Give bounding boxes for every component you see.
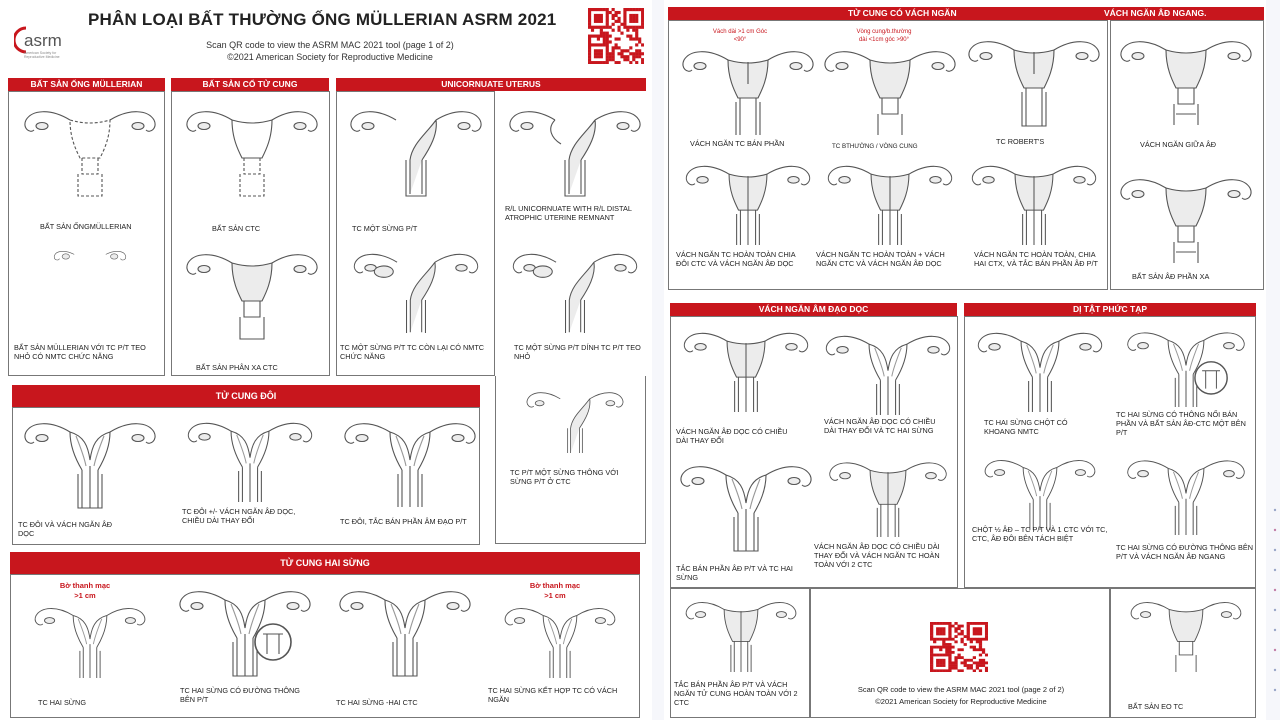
caption-long-2: VÁCH NGĂN ÂĐ DỌC CÓ CHIỀU DÀI THAY ĐỔI VÀ TC HAI SỪNG <box>824 417 936 435</box>
asrm-logo <box>14 20 74 60</box>
caption-didelphys-1: TC ĐÔI VÀ VÁCH NGĂN ÂĐ DỌC <box>18 520 113 538</box>
caption-didelphys-2: TC ĐÔI +/- VÁCH NGĂN ÂĐ DỌC, CHIỀU DÀI THAY ĐỔI <box>182 507 296 525</box>
septum-length-note-b: <90° <box>733 37 747 43</box>
footer-line-1: Scan QR code to view the ASRM MAC 2021 tool (page 2 of 2) <box>857 685 1065 694</box>
diagram-complex-2 <box>1116 322 1256 407</box>
diagram-septate-complete-1 <box>678 155 818 245</box>
diagram-complex-3 <box>970 450 1110 530</box>
caption-septate-4: VÁCH NGĂN TC HOÀN TOÀN CHIA ĐÔI CTC VÀ VÁCH NGĂN ÂĐ DỌC <box>676 250 796 268</box>
arcuate-note-b: dài <1cm góc >90° <box>858 37 910 43</box>
subtitle-line-1: Scan QR code to view the ASRM MAC 2021 tool (page 1 of 2) <box>206 40 454 50</box>
caption-bicornuate-2: TC HAI SỪNG CÓ ĐƯỜNG THÔNG BÊN P/T <box>180 686 300 704</box>
diagram-long-5 <box>676 592 806 672</box>
caption-unicornuate-5: TC P/T MỘT SỪNG THÔNG VỚI SỪNG P/T Ở CTC <box>510 468 619 486</box>
caption-complex-5: BẤT SẢN EO TC <box>1128 702 1184 711</box>
caption-didelphys-3: TC ĐÔI, TẮC BÁN PHẦN ÂM ĐẠO P/T <box>340 517 467 526</box>
caption-bicornuate-4: TC HAI SỪNG KẾT HỢP TC CÓ VÁCH NGĂN <box>488 686 618 704</box>
caption-unicornuate-4: TC MỘT SỪNG P/T DÍNH TC P/T TEO NHỎ <box>514 343 641 361</box>
subtitle-line-2: ©2021 American Society for Reproductive Medicine <box>227 52 433 62</box>
diagram-long-3 <box>676 455 816 555</box>
section-header-vaginal-transverse: VÁCH NGĂN ÂĐ NGANG. <box>1104 7 1264 20</box>
diagram-unicornuate-5 <box>505 383 645 453</box>
caption-septate-2: TC BTHƯỜNG / VÒNG CUNG <box>832 143 918 150</box>
diagram-roberts <box>964 30 1104 130</box>
caption-complex-2: TC HAI SỪNG CÓ THÔNG NỐI BÁN PHẦN VÀ BẤT SẢN ÂĐ-CTC MỘT BÊN P/T <box>1116 410 1246 437</box>
diagram-bicornuate-3 <box>335 580 475 680</box>
caption-long-4: VÁCH NGĂN ÂĐ DỌC CÓ CHIỀU DÀI THAY ĐỔI VÀ VÁCH NGĂN TC HOÀN TOÀN VỚI 2 CTC <box>814 542 940 569</box>
caption-complex-3: CHỘT ½ ÂĐ – TC P/T VÀ 1 CTC VỚI TC, CTC, ÂĐ ĐÔI BÊN TÁCH BIỆT <box>972 525 1108 543</box>
diagram-unicornuate-2 <box>505 100 645 200</box>
caption-transverse-2: BẤT SẢN ÂĐ PHẦN XA <box>1132 272 1210 281</box>
caption-septate-6: VÁCH NGĂN TC HOÀN TOÀN, CHIA HAI CTX, VÀ TẮC BÁN PHẦN ÂĐ P/T <box>974 250 1098 268</box>
serosa-note-2b: >1 cm <box>544 591 566 600</box>
caption-unicornuate-3: TC MỘT SỪNG P/T TC CÒN LẠI CÓ NMTC CHỨC NĂNG <box>340 343 485 361</box>
section-header-didelphys: TỬ CUNG ĐÔI <box>12 385 480 407</box>
caption-long-3: TẮC BÁN PHẦN ÂĐ P/T VÀ TC HAI SỪNG <box>676 564 793 582</box>
diagram-septate-partial <box>678 40 818 135</box>
caption-unicornuate-1: TC MỘT SỪNG P/T <box>352 224 418 233</box>
section-header-unicornuate: UNICORNUATE UTERUS <box>336 78 646 91</box>
septum-length-note: Vách dài >1 cm Góc <box>712 29 768 35</box>
caption-agenesis-1: BẤT SẢN ỐNGMÜLLERIAN <box>40 222 132 231</box>
diagram-didelphys-1 <box>20 412 160 512</box>
diagram-didelphys-3 <box>340 412 480 507</box>
caption-cervical-2: BẤT SẢN PHÂN XA CTC <box>196 363 278 372</box>
decorative-dots <box>1272 500 1278 700</box>
caption-complex-1: TC HAI SỪNG CHỘT CÓ KHOANG NMTC <box>984 418 1068 436</box>
diagram-agenesis-dashed <box>20 100 160 210</box>
section-header-agenesis: BẤT SẢN ỐNG MÜLLERIAN <box>8 78 165 91</box>
caption-complex-4: TC HAI SỪNG CÓ ĐƯỜNG THÔNG BÊN P/T VÀ VÁCH NGĂN ÂĐ NGANG <box>1116 543 1253 561</box>
caption-long-5: TẮC BÁN PHẦN ÂĐ P/T VÀ VÁCH NGĂN TỬ CUNG HOÀN TOÀN VỚI 2 CTC <box>674 680 798 707</box>
serosa-note-1: Bờ thanh mạc <box>59 581 111 590</box>
diagram-didelphys-2 <box>180 412 320 502</box>
arcuate-note: Vòng cung/b.thường <box>856 29 912 35</box>
caption-unicornuate-2: R/L UNICORNUATE WITH R/L DISTAL ATROPHIC UTERINE REMNANT <box>505 204 632 222</box>
qr-code-icon <box>588 8 644 64</box>
diagram-long-2 <box>818 325 958 415</box>
logo-text: asrm <box>24 31 62 50</box>
caption-transverse-1: VÁCH NGĂN GIỮA ÂĐ <box>1140 140 1216 149</box>
serosa-note-1b: >1 cm <box>74 591 96 600</box>
diagram-long-4 <box>818 452 958 537</box>
page-title: PHÂN LOẠI BẤT THƯỜNG ỐNG MÜLLERIAN ASRM 2021 <box>88 10 557 29</box>
caption-long-1: VÁCH NGĂN ÂĐ DỌC CÓ CHIỀU DÀI THAY ĐỔI <box>676 427 788 445</box>
diagram-long-1 <box>676 322 816 412</box>
section-header-bicornuate: TỬ CUNG HAI SỪNG <box>10 552 640 574</box>
qr-code-icon <box>930 622 988 672</box>
section-header-septate: TỬ CUNG CÓ VÁCH NGĂN <box>668 7 1110 20</box>
caption-septate-3: TC ROBERT'S <box>996 137 1045 146</box>
caption-cervical-1: BẤT SẢN CTC <box>212 224 261 233</box>
diagram-unicornuate-4 <box>505 243 645 333</box>
caption-agenesis-2: BẤT SẢN MÜLLERIAN VỚI TC P/T TEO NHỎ CÓ NMTC CHỨC NĂNG <box>14 343 146 361</box>
caption-bicornuate-3: TC HAI SỪNG -HAI CTC <box>336 698 418 707</box>
caption-septate-5: VÁCH NGĂN TC HOÀN TOÀN + VÁCH NGĂN CTC VÀ VÁCH NGĂN ÂĐ DỌC <box>816 250 945 268</box>
section-header-complex: DỊ TẬT PHỨC TẠP <box>964 303 1256 316</box>
diagram-vaginal-septum-mid <box>1116 30 1256 125</box>
caption-bicornuate-1: TC HAI SỪNG <box>38 698 86 707</box>
diagram-complex-5 <box>1116 592 1256 672</box>
diagram-bicornuate-1 <box>20 598 160 678</box>
diagram-septate-complete-3 <box>964 155 1104 245</box>
section-header-vaginal-longitudinal: VÁCH NGĂN ÂM ĐẠO DỌC <box>670 303 957 316</box>
serosa-note-2: Bờ thanh mạc <box>529 581 581 590</box>
diagram-arcuate <box>820 40 960 135</box>
poster-page-2 <box>664 0 1266 720</box>
diagram-agenesis-rudimentary <box>20 243 160 293</box>
diagram-complex-4 <box>1116 450 1256 535</box>
logo-tagline: American Society for Reproductive Medicine <box>24 51 60 59</box>
footer-line-2: ©2021 American Society for Reproductive Medicine <box>875 697 1047 706</box>
diagram-cervical-agenesis <box>182 100 322 210</box>
diagram-unicornuate-1 <box>346 100 486 210</box>
diagram-complex-1 <box>970 322 1110 412</box>
diagram-distal-cervical <box>182 243 322 343</box>
caption-septate-1: VÁCH NGĂN TC BÁN PHẦN <box>690 139 785 148</box>
diagram-unicornuate-3 <box>346 243 486 333</box>
diagram-vaginal-distal-agenesis <box>1116 168 1256 263</box>
diagram-septate-complete-2 <box>820 155 960 245</box>
diagram-bicornuate-2 <box>175 580 315 680</box>
diagram-bicornuate-4 <box>490 598 630 678</box>
section-header-cervical: BẤT SẢN CỔ TỬ CUNG <box>171 78 329 91</box>
